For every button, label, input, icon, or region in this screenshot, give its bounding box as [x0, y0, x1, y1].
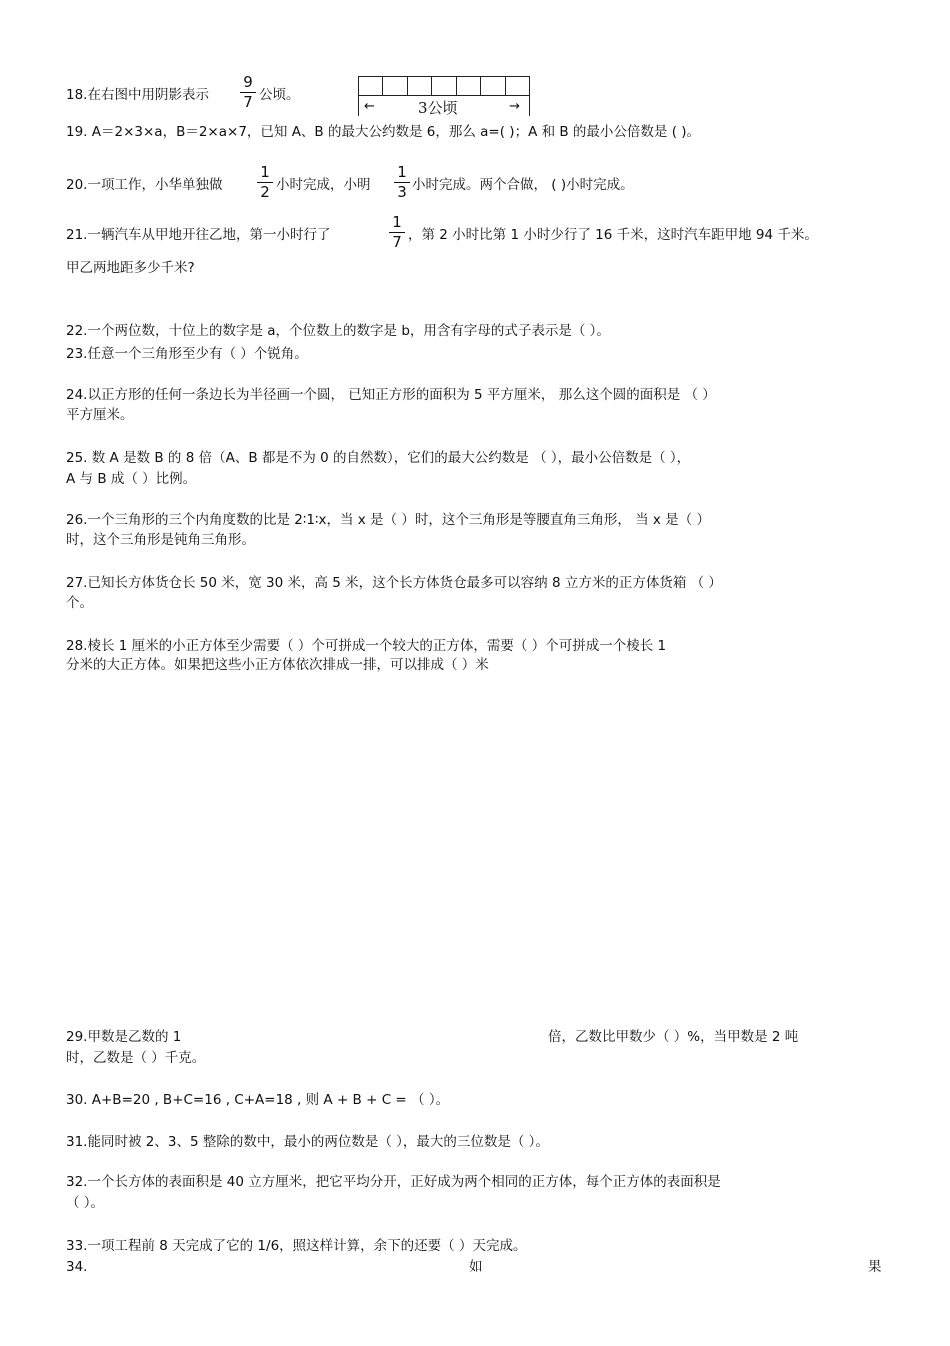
q28-text-a: 28.棱长 1 厘米的小正方体至少需要（ ）个可拼成一个较大的正方体，需要（ ）个可拼成一个棱长 1 [66, 638, 667, 654]
grid-cells [358, 76, 530, 96]
arrow-right-icon: → [509, 99, 520, 114]
q30-text: 30. A+B=20 , B+C=16 , C+A=18 , 则 A + B + C = （ ）。 [66, 1092, 450, 1108]
q27-text-a: 27.已知长方体货仓长 50 米，宽 30 米，高 5 米，这个长方体货仓最多可以容纳 8 立方米的正方体货箱 （ ） [66, 575, 722, 591]
q25-text-a: 25. 数 A 是数 B 的 8 倍（A、B 都是不为 0 的自然数），它们的最大公约数是 （ ），最小公倍数是（ ）， [66, 450, 691, 466]
q24-text-a: 24.以正方形的任何一条边长为半径画一个圆， 已知正方形的面积为 5 平方厘米， 那么这个圆的面积是 （ ） [66, 387, 716, 403]
grid-label: 3公顷 [418, 99, 458, 117]
q20-fraction-1: 1 2 [257, 164, 273, 201]
q23-text: 23.任意一个三角形至少有（ ）个锐角。 [66, 346, 308, 362]
q26-text-a: 26.一个三角形的三个内角度数的比是 2∶1∶x，当 x 是（ ）时，这个三角形是等腰直角三角形， 当 x 是（ ） [66, 512, 710, 528]
q31-text: 31.能同时被 2、3、5 整除的数中，最小的两位数是（ ），最大的三位数是（ ）。 [66, 1134, 549, 1150]
q26-text-b: 时，这个三角形是钝角三角形。 [66, 532, 255, 548]
q20-text-a: 20.一项工作，小华单独做 [66, 177, 223, 193]
hectare-grid-figure [358, 76, 530, 116]
q19-text: 19. A＝2×3×a，B＝2×a×7，已知 A、B 的最大公约数是 6，那么 a=( )；A 和 B 的最小公倍数是 ( )。 [66, 124, 701, 140]
q25-text-b: A 与 B 成（ ）比例。 [66, 471, 197, 487]
q29-text-a: 29.甲数是乙数的 1 [66, 1029, 182, 1045]
q18-unit: 公顷。 [259, 87, 300, 103]
q27-text-b: 个。 [66, 595, 93, 611]
q21-text-c: 甲乙两地距多少千米? [66, 260, 195, 276]
q34-text-b: 如 [469, 1259, 483, 1275]
q29-text-b: 倍，乙数比甲数少（ ）%，当甲数是 2 吨 [548, 1029, 799, 1045]
q34-text-c: 果 [868, 1259, 882, 1275]
q28-text-b: 分米的大正方体。如果把这些小正方体依次排成一排，可以排成（ ）米 [66, 657, 489, 673]
q24-text-b: 平方厘米。 [66, 407, 134, 423]
q33-text: 33.一项工程前 8 天完成了它的 1/6，照这样计算，余下的还要（ ）天完成。 [66, 1238, 527, 1254]
q32-text-a: 32.一个长方体的表面积是 40 立方厘米，把它平均分开，正好成为两个相同的正方体，每个正方体的表面积是 [66, 1174, 721, 1190]
q20-text-b: 小时完成，小明 [276, 177, 371, 193]
q29-text-c: 时，乙数是（ ）千克。 [66, 1050, 206, 1066]
q20-fraction-2: 1 3 [394, 164, 410, 201]
arrow-left-icon: ← [364, 99, 375, 114]
q18-text: 18.在右图中用阴影表示 [66, 87, 209, 103]
q21-text-a: 21.一辆汽车从甲地开往乙地，第一小时行了 [66, 227, 331, 243]
q22-text: 22.一个两位数，十位上的数字是 a，个位数上的数字是 b，用含有字母的式子表示是（ ）。 [66, 323, 610, 339]
q18-fraction [240, 74, 256, 111]
q21-fraction: 1 7 [389, 214, 405, 251]
q18-denominator: 7 [243, 93, 253, 111]
q20-text-c: 小时完成。两个合做， ( )小时完成。 [412, 177, 634, 193]
q34-number: 34. [66, 1259, 88, 1275]
q18-numerator: 9 [243, 73, 253, 91]
q21-text-b: ，第 2 小时比第 1 小时少行了 16 千米，这时汽车距甲地 94 千米。 [408, 227, 818, 243]
q32-text-b: （ ）。 [66, 1195, 105, 1211]
